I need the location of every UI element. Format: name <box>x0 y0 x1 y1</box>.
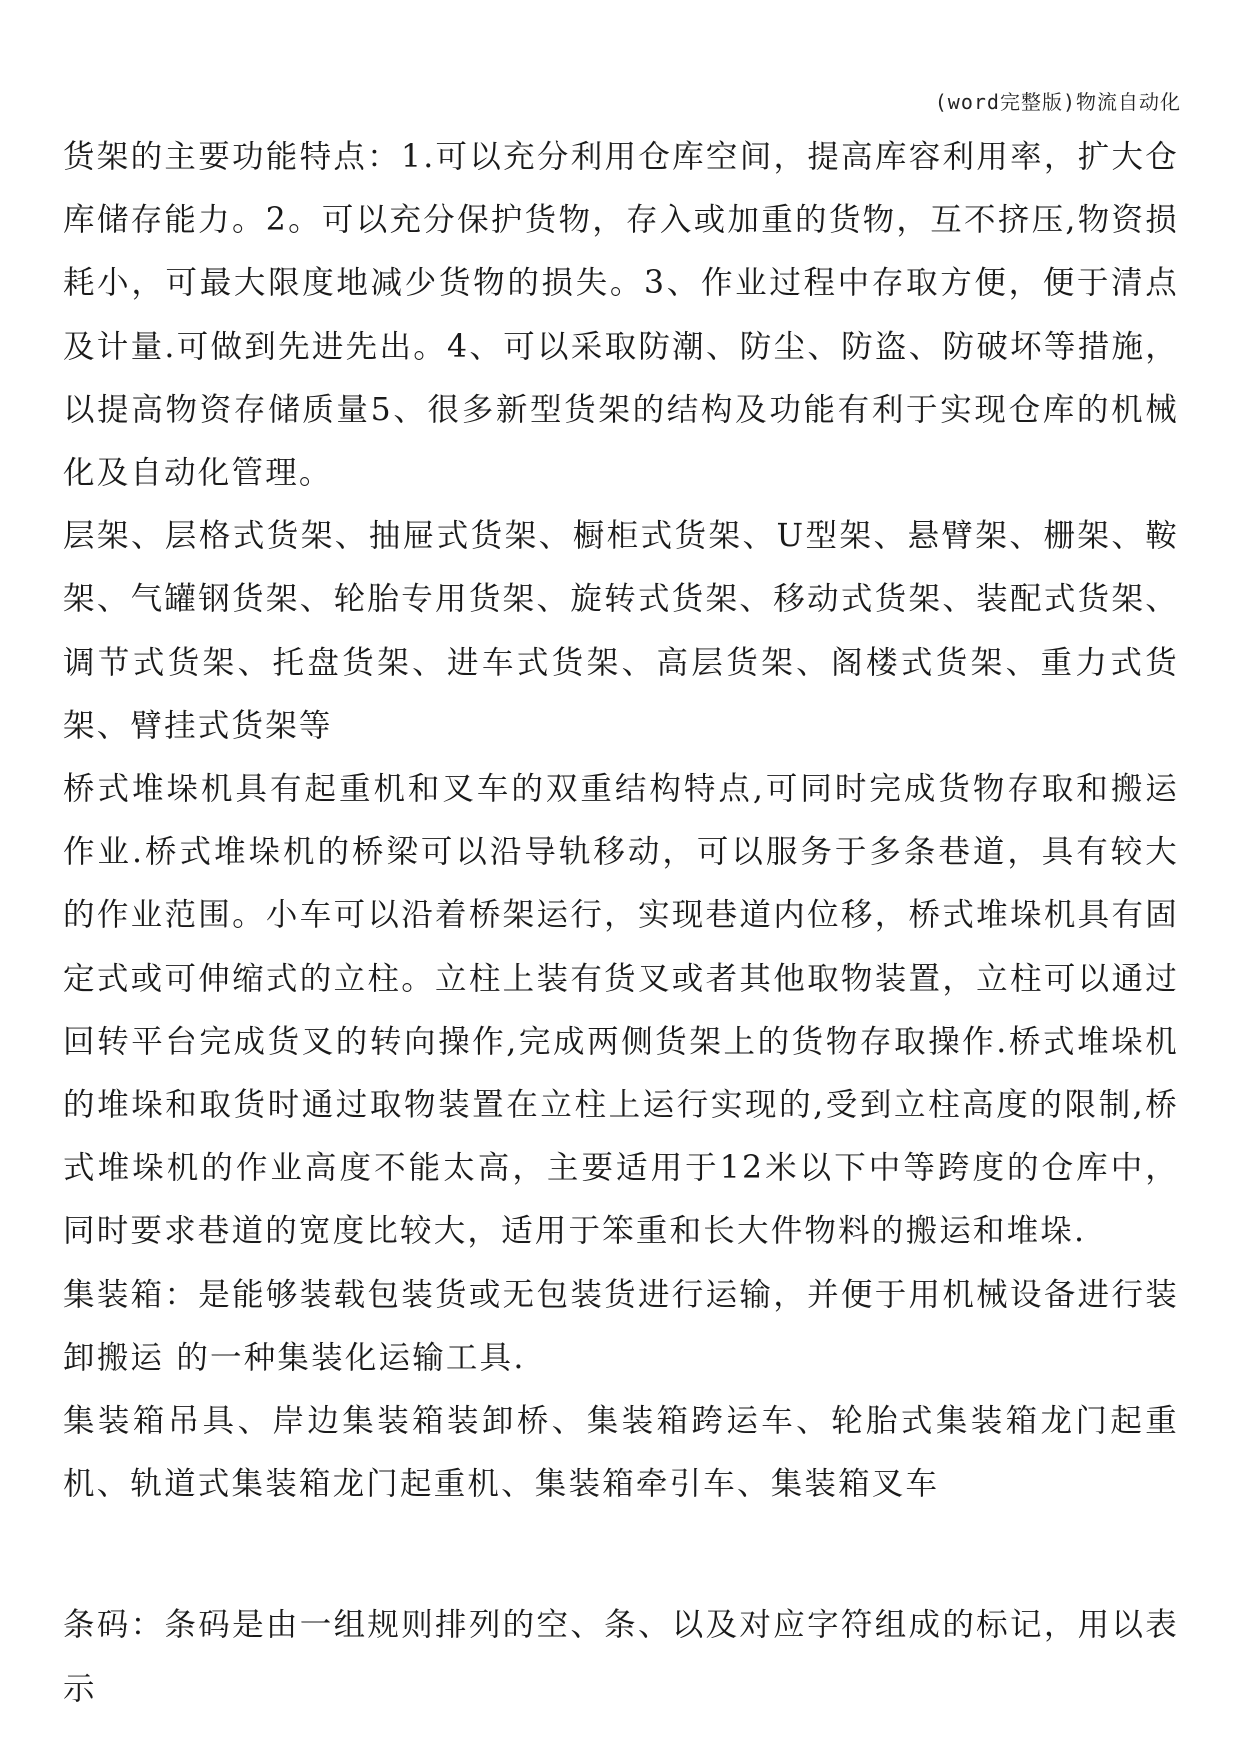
paragraph-bridge-stacker: 桥式堆垛机具有起重机和叉车的双重结构特点,可同时完成货物存取和搬运作业.桥式堆垛机的桥梁可以沿导轨移动，可以服务于多条巷道，具有较大的作业范围。小车可以沿着桥架运行，实现巷道内位移，桥式堆垛机具有固定式或可伸缩式的立柱。立柱上装有货叉或者其他取物装置，立柱可以通过回转平台完成货叉的转向操作,完成两侧货架上的货物存取操作.桥式堆垛机的堆垛和取货时通过取物装置在立柱上运行实现的,受到立柱高度的限制,桥式堆垛机的作业高度不能太高，主要适用于12米以下中等跨度的仓库中，同时要求巷道的宽度比较大，适用于笨重和长大件物料的搬运和堆垛. <box>63 771 1179 1250</box>
paragraph-shelf-features: 货架的主要功能特点：1.可以充分利用仓库空间，提高库容利用率，扩大仓库储存能力。2。可以充分保护货物，存入或加重的货物，互不挤压,物资损耗小，可最大限度地减少货物的损失。3、作业过程中存取方便，便于清点及计量.可做到先进先出。4、可以采取防潮、防尘、防盗、防破坏等措施，以提高物资存储质量5、很多新型货架的结构及功能有利于实现仓库的机械化及自动化管理。 <box>63 139 1179 492</box>
page-header: (word完整版)物流自动化 <box>934 90 1181 114</box>
paragraph-shelf-types: 层架、层格式货架、抽屉式货架、橱柜式货架、U型架、悬臂架、栅架、鞍架、气罐钢货架、轮胎专用货架、旋转式货架、移动式货架、装配式货架、调节式货架、托盘货架、进车式货架、高层货架、阁楼式货架、重力式货架、臂挂式货架等 <box>63 518 1179 744</box>
document-body <box>63 126 1179 1721</box>
blank-line <box>63 1516 1179 1594</box>
paragraph-barcode: 条码：条码是由一组规则排列的空、条、以及对应字符组成的标记，用以表示 <box>63 1607 1179 1707</box>
paragraph-container-equipment: 集装箱吊具、岸边集装箱装卸桥、集装箱跨运车、轮胎式集装箱龙门起重机、轨道式集装箱龙门起重机、集装箱牵引车、集装箱叉车 <box>63 1403 1179 1503</box>
paragraph-container-definition: 集装箱：是能够装载包装货或无包装货进行运输，并便于用机械设备进行装卸搬运 的一种集装化运输工具. <box>63 1276 1179 1376</box>
